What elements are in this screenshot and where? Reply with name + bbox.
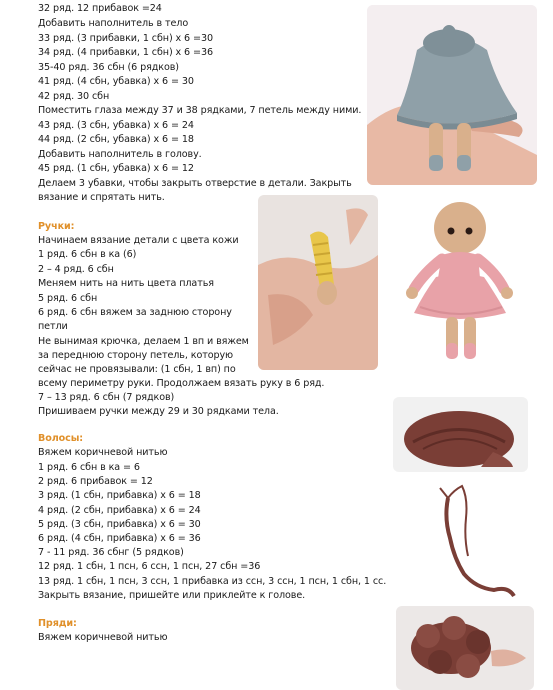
text-line: Поместить глаза между 37 и 38 рядками, 7 петель между ними. xyxy=(38,105,362,116)
text-line: 6 ряд. (4 сбн, прибавка) х 6 = 36 xyxy=(38,533,201,544)
photo-doll-body-in-hand xyxy=(367,5,537,185)
section-header-hair: Волосы: xyxy=(38,433,84,444)
text-line: 43 ряд. (3 сбн, убавка) х 6 = 24 xyxy=(38,120,194,131)
text-line: Пришиваем ручки между 29 и 30 рядками тела. xyxy=(38,406,279,417)
text-line: Начинаем вязание детали с цвета кожи xyxy=(38,235,239,246)
text-line: 6 ряд. 6 сбн вяжем за заднюю сторону xyxy=(38,307,232,318)
text-line: Вяжем коричневой нитью xyxy=(38,447,168,458)
text-line: Делаем 3 убавки, чтобы закрыть отверстие в детали. Закрыть xyxy=(38,178,352,189)
text-line: 42 ряд. 30 сбн xyxy=(38,91,110,102)
section-header-strands: Пряди: xyxy=(38,618,77,629)
text-line: 35-40 ряд. 36 сбн (6 рядков) xyxy=(38,62,179,73)
text-line: сейчас не провязывали: (1 сбн, 1 вп) по xyxy=(38,364,236,375)
text-line: вязание и спрятать нить. xyxy=(38,192,165,203)
text-line: Не вынимая крючка, делаем 1 вп и вяжем xyxy=(38,336,249,347)
text-line: 34 ряд. (4 прибавки, 1 сбн) х 6 =36 xyxy=(38,47,213,58)
text-line: 4 ряд. (2 сбн, прибавка) х 6 = 24 xyxy=(38,505,201,516)
text-line: 45 ряд. (1 сбн, убавка) х 6 = 12 xyxy=(38,163,194,174)
text-line: 44 ряд. (2 сбн, убавка) х 6 = 18 xyxy=(38,134,194,145)
text-line: 3 ряд. (1 сбн, прибавка) х 6 = 18 xyxy=(38,490,201,501)
text-line: всему периметру руки. Продолжаем вязать руку в 6 ряд. xyxy=(38,378,325,389)
text-line: 1 ряд. 6 сбн в ка (6) xyxy=(38,249,137,260)
text-line: 12 ряд. 1 сбн, 1 псн, 6 ссн, 1 псн, 27 сбн =36 xyxy=(38,561,261,572)
text-line: Меняем нить на нить цвета платья xyxy=(38,278,214,289)
text-line: 5 ряд. 6 сбн xyxy=(38,293,98,304)
text-line: 5 ряд. (3 сбн, прибавка) х 6 = 30 xyxy=(38,519,201,530)
text-line: 41 ряд. (4 сбн, убавка) х 6 = 30 xyxy=(38,76,194,87)
photo-arm-in-hand xyxy=(258,195,378,370)
text-line: Добавить наполнитель в голову. xyxy=(38,149,202,160)
text-line: 7 – 13 ряд. 6 сбн (7 рядков) xyxy=(38,392,175,403)
text-line: 33 ряд. (3 прибавки, 1 сбн) х 6 =30 xyxy=(38,33,213,44)
text-line: 7 - 11 ряд. 36 сбнг (5 рядков) xyxy=(38,547,184,558)
text-line: Добавить наполнитель в тело xyxy=(38,18,189,29)
text-line: Вяжем коричневой нитью xyxy=(38,632,168,643)
text-line: 1 ряд. 6 сбн в ка = 6 xyxy=(38,462,140,473)
text-line: 2 ряд. 6 прибавок = 12 xyxy=(38,476,153,487)
photo-hair-cap xyxy=(393,397,528,472)
photo-curly-strands xyxy=(396,606,534,690)
photo-pink-doll xyxy=(380,193,540,373)
text-line: 32 ряд. 12 прибавок =24 xyxy=(38,3,162,14)
text-line: 2 – 4 ряд. 6 сбн xyxy=(38,264,114,275)
photo-hair-strand xyxy=(410,478,530,606)
text-line: 13 ряд. 1 сбн, 1 псн, 3 ссн, 1 прибавка из ссн, 3 ссн, 1 псн, 1 сбн, 1 сс. xyxy=(38,576,387,587)
text-line: Закрыть вязание, пришейте или приклейте к голове. xyxy=(38,590,306,601)
text-line: за переднюю сторону петель, которую xyxy=(38,350,234,361)
text-line: петли xyxy=(38,321,68,332)
section-header-arms: Ручки: xyxy=(38,221,75,232)
